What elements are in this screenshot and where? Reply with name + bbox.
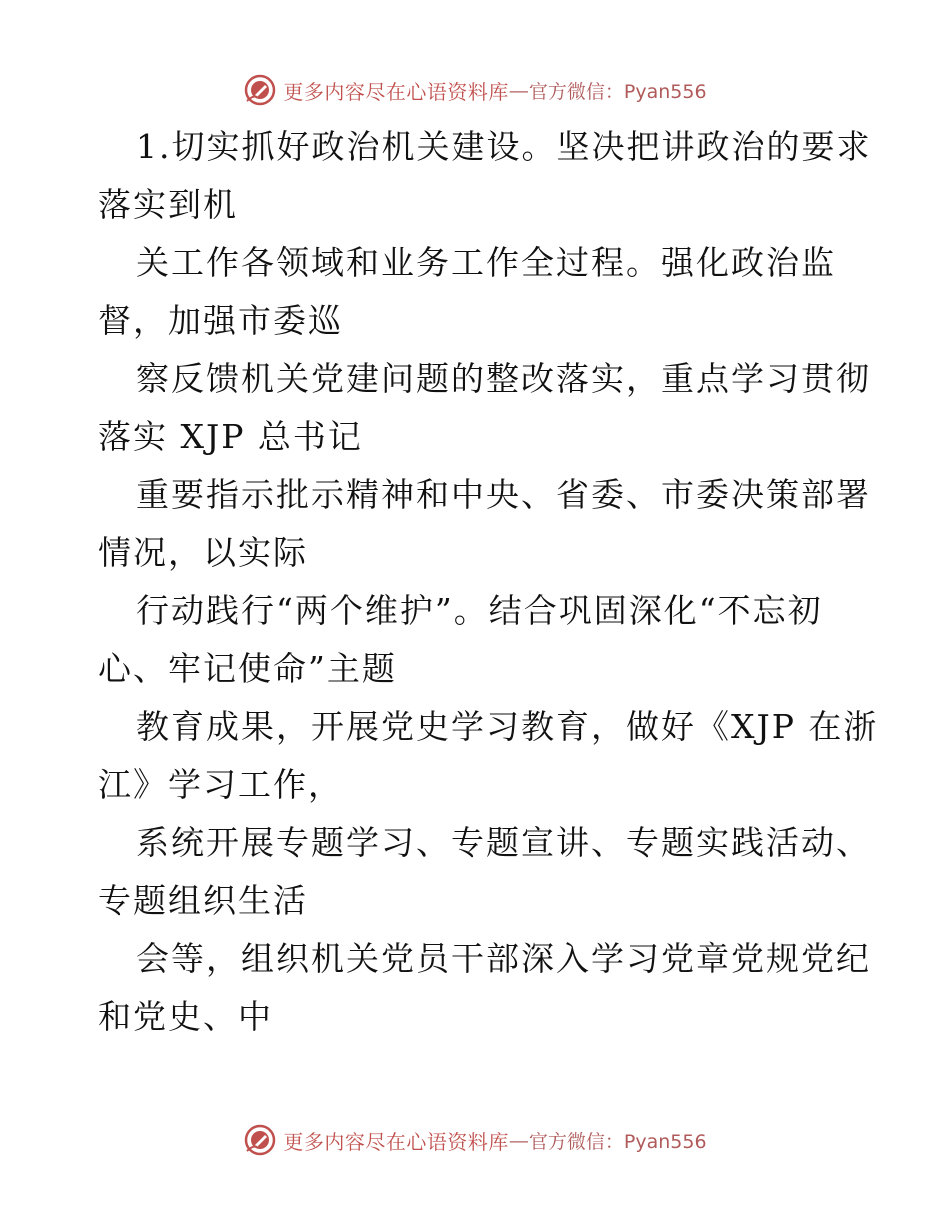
paragraph [98, 814, 871, 930]
paragraph-line: 情况，以实际 [98, 533, 308, 572]
paragraph [98, 698, 879, 814]
header-separator: — [508, 78, 529, 102]
paragraph-line: 重要指示批示精神和中央、省委、市委决策部署 [136, 475, 871, 514]
paragraph-line: 系统开展专题学习、专题宣讲、专题实践活动、 [136, 823, 871, 862]
paragraph-line: 专题组织生活 [98, 881, 308, 920]
paragraph [98, 466, 871, 582]
paragraph-line: 和党史、中 [98, 997, 273, 1036]
footer-contact: 官方微信：Pyan556 [528, 1130, 707, 1153]
paragraph-line: 教育成果，开展党史学习教育，做好《XJP 在浙 [136, 707, 879, 746]
paragraph-line: 江》学习工作， [98, 765, 343, 804]
pen-nib-seal-logo-icon [243, 1123, 277, 1157]
header-watermark [0, 70, 950, 110]
paragraph [98, 350, 871, 466]
paragraph-line: 会等，组织机关党员干部深入学习党章党规党纪 [136, 939, 871, 978]
paragraph-line: 落实 XJP 总书记 [98, 417, 363, 456]
pen-nib-seal-logo-icon [243, 73, 277, 107]
paragraph [98, 582, 858, 698]
header-title: 更多内容尽在心语资料库 [283, 79, 509, 104]
paragraph [98, 930, 871, 1046]
paragraph-line: 落实到机 [98, 185, 238, 224]
document-body [98, 118, 879, 1046]
paragraph-line: 1.切实抓好政治机关建设。坚决把讲政治的要求 [136, 127, 872, 166]
paragraph [98, 118, 872, 234]
footer-separator: — [508, 1128, 529, 1152]
footer-title: 更多内容尽在心语资料库 [283, 1129, 509, 1154]
header-contact: 官方微信：Pyan556 [528, 80, 707, 103]
paragraph-line: 督，加强市委巡 [98, 301, 343, 340]
paragraph-line: 心、牢记使命”主题 [98, 649, 397, 688]
paragraph-line: 察反馈机关党建问题的整改落实，重点学习贯彻 [136, 359, 871, 398]
paragraph-line: 关工作各领域和业务工作全过程。强化政治监 [136, 243, 836, 282]
paragraph-line: 行动践行“两个维护”。结合巩固深化“不忘初 [136, 591, 823, 630]
paragraph [98, 234, 858, 350]
footer-watermark [0, 1120, 950, 1160]
